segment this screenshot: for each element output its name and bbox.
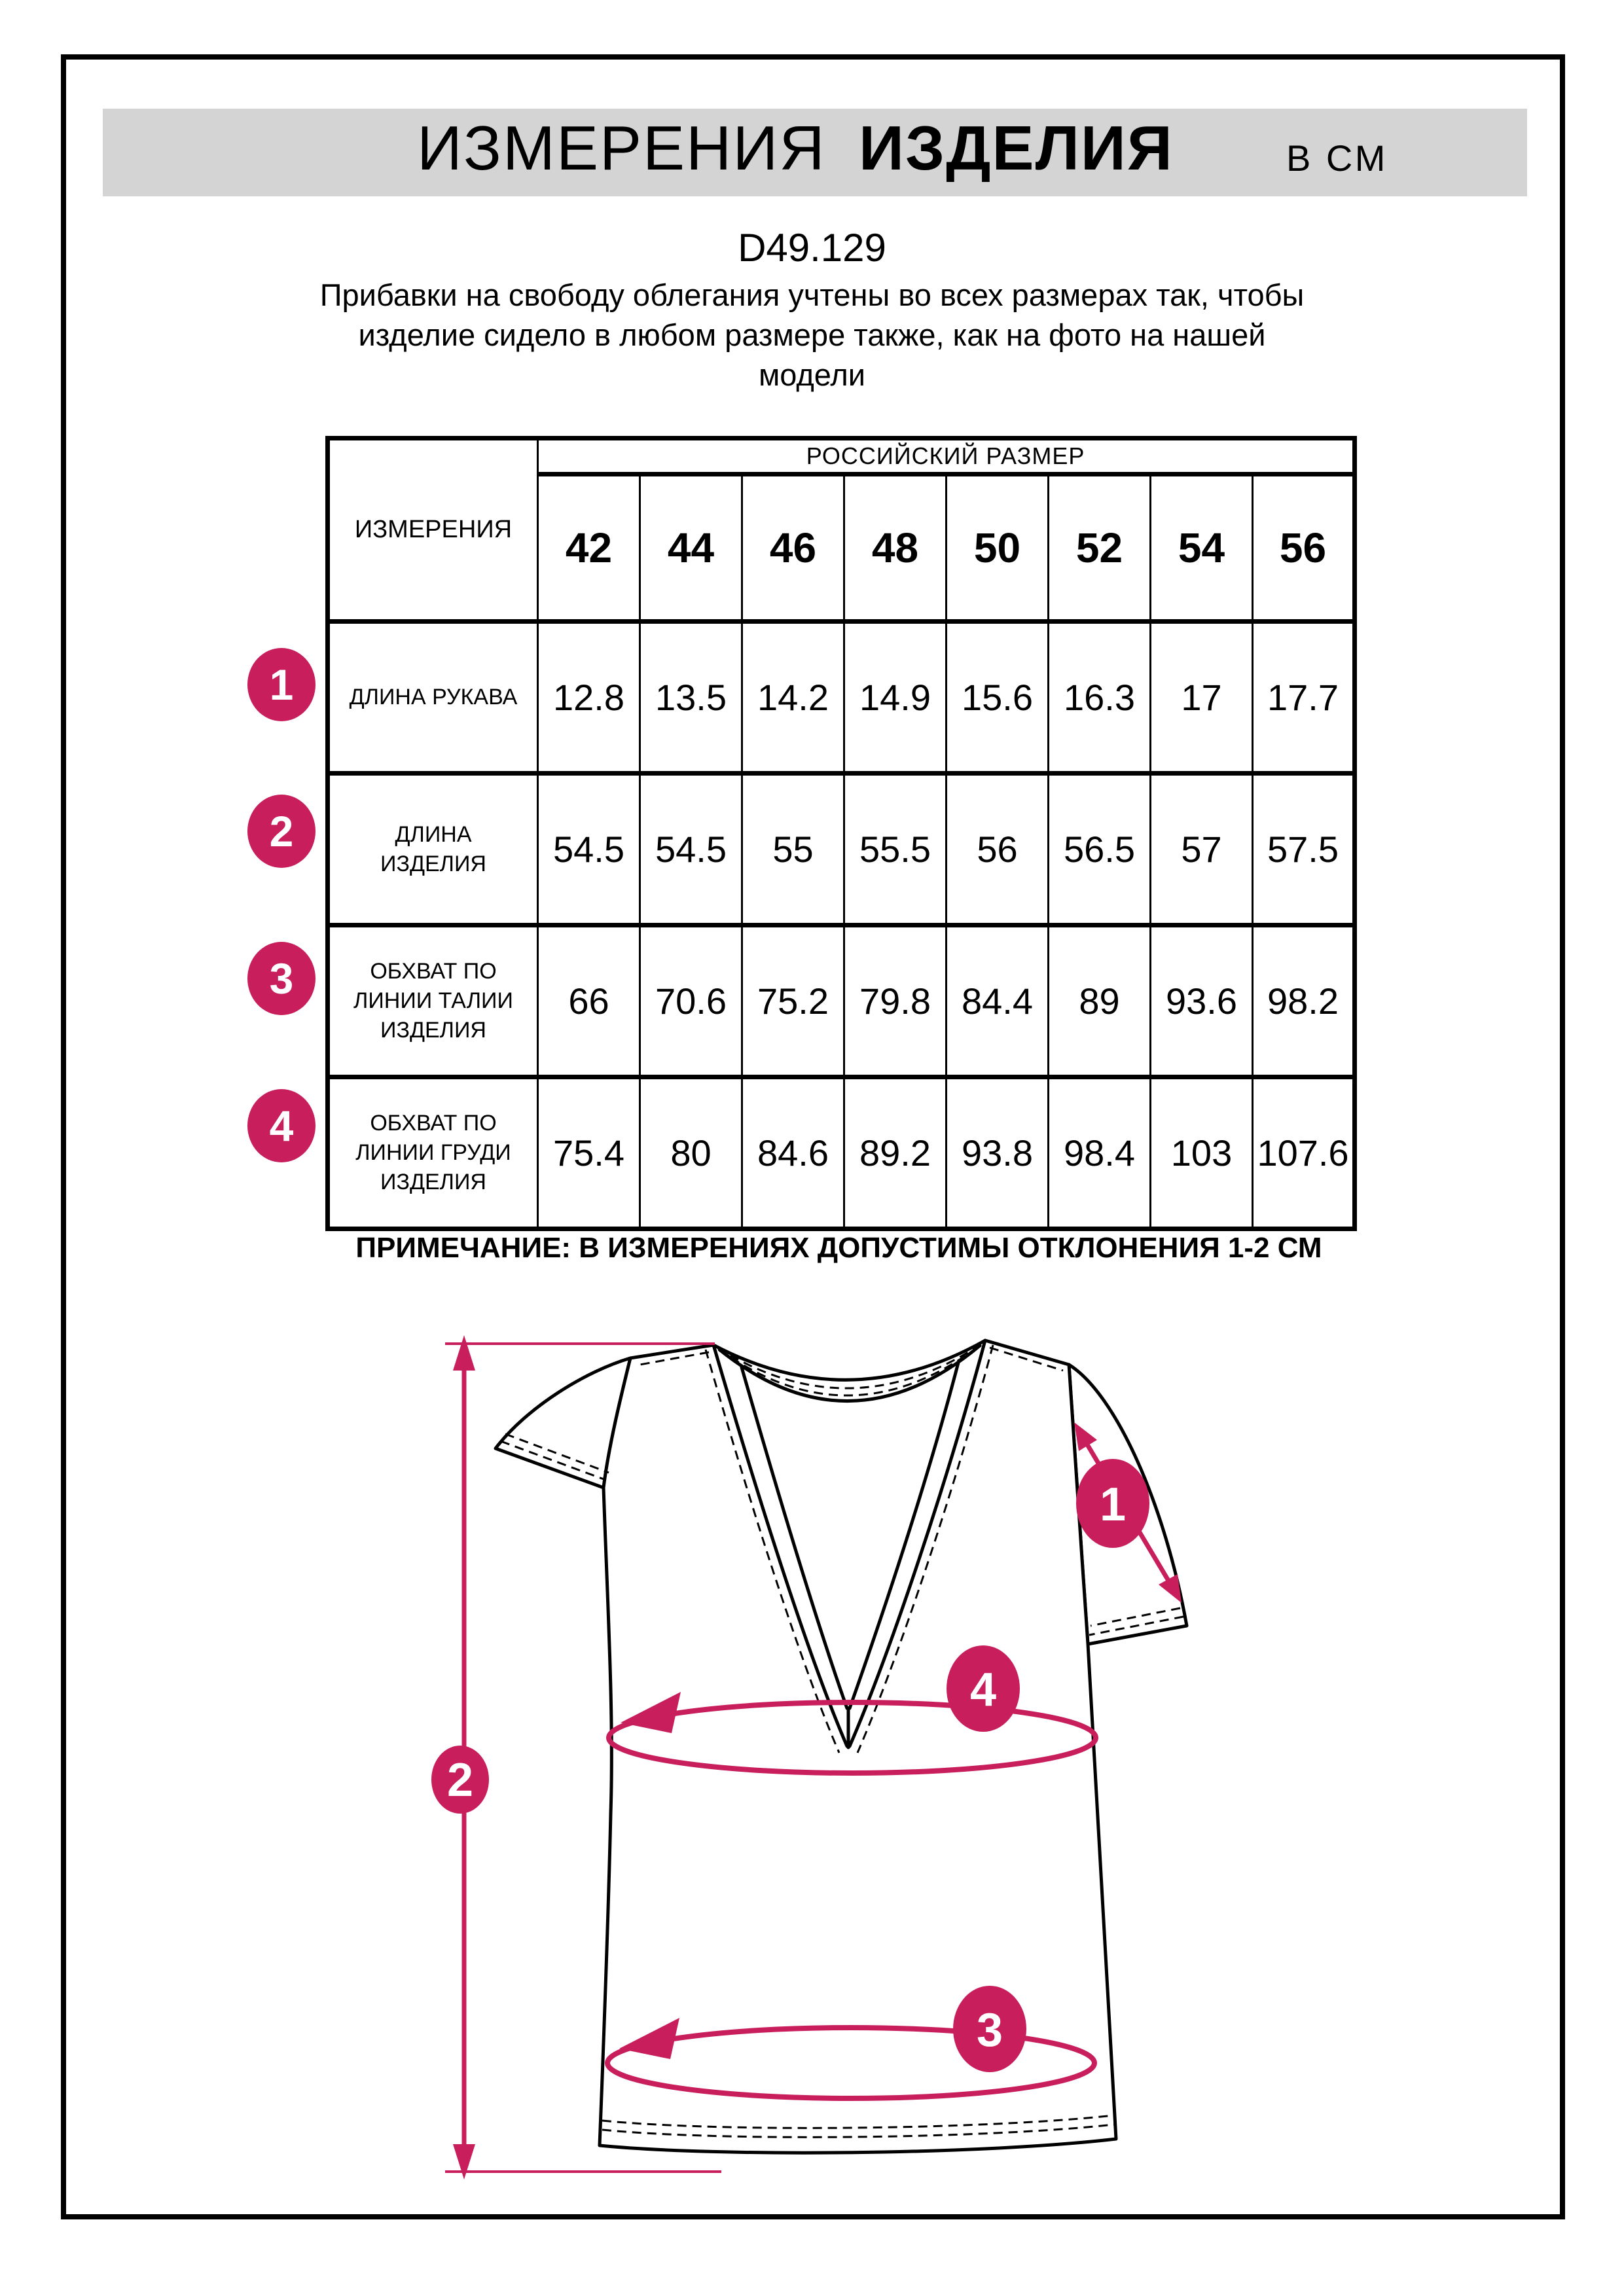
row-label: ОБХВАТ ПО ЛИНИИ ТАЛИИ ИЗДЕЛИЯ [328,925,538,1077]
row-label: ДЛИНА ИЗДЕЛИЯ [328,774,538,925]
measurement-value: 66 [538,925,640,1077]
row-number-badge: 4 [247,1089,316,1162]
title-unit: В СМ [1286,137,1388,179]
measurement-value: 16.3 [1049,622,1151,774]
title-band [103,109,1527,196]
measurement-value: 103 [1151,1077,1253,1229]
measurement-value: 98.2 [1253,925,1355,1077]
svg-text:4: 4 [969,1664,997,1716]
measurement-value: 56.5 [1049,774,1151,925]
marker-garment-length [431,1746,489,1814]
measurement-value: 15.6 [947,622,1049,774]
measurement-value: 84.6 [742,1077,844,1229]
measurement-value: 54.5 [538,774,640,925]
fit-description-line: изделие сидело в любом размере также, как на фото на нашей [358,317,1266,352]
measurement-value: 75.2 [742,925,844,1077]
svg-text:3: 3 [976,2004,1003,2056]
table-row [328,622,1355,774]
marker-chest [947,1645,1020,1732]
measurement-value: 17.7 [1253,622,1355,774]
svg-text:1: 1 [1099,1479,1127,1531]
marker-waist [953,1986,1026,2072]
measurement-value: 17 [1151,622,1253,774]
row-label: ОБХВАТ ПО ЛИНИИ ГРУДИ ИЗДЕЛИЯ [328,1077,538,1229]
measurement-value: 14.9 [844,622,947,774]
row-number-badge: 1 [247,648,316,721]
measurement-value: 98.4 [1049,1077,1151,1229]
table-row [328,925,1355,1077]
title-measure: ИЗМЕРЕНИЯ [417,113,826,183]
measurement-value: 79.8 [844,925,947,1077]
length-arrow-top-head [453,1335,475,1371]
tolerance-note: ПРИМЕЧАНИЕ: В ИЗМЕРЕНИЯХ ДОПУСТИМЫ ОТКЛОНЕНИЯ 1-2 СМ [355,1232,1322,1264]
measurement-value: 54.5 [640,774,742,925]
measurement-value: 13.5 [640,622,742,774]
measurement-value: 70.6 [640,925,742,1077]
marker-sleeve-length [1076,1459,1149,1548]
measurement-value: 89 [1049,925,1151,1077]
row-number-badge: 2 [247,795,316,868]
measurements-table [325,436,1357,1231]
measurement-value: 107.6 [1253,1077,1355,1229]
row-label: ДЛИНА РУКАВА [328,622,538,774]
product-code: D49.129 [738,226,886,270]
measurement-value: 57.5 [1253,774,1355,925]
fit-description-line: Прибавки на свободу облегания учтены во всех размерах так, чтобы [319,278,1305,312]
length-arrow-bottom-head [453,2144,475,2179]
size-header: РОССИЙСКИЙ РАЗМЕР [538,439,1355,475]
measurement-value: 55.5 [844,774,947,925]
table-row [328,774,1355,925]
measurement-value: 57 [1151,774,1253,925]
measurement-value: 75.4 [538,1077,640,1229]
size-column-header: 52 [1049,475,1151,622]
measurement-value: 84.4 [947,925,1049,1077]
measurement-value: 93.6 [1151,925,1253,1077]
measurement-value: 55 [742,774,844,925]
table-corner-label: ИЗМЕРЕНИЯ [328,439,538,622]
fit-description [0,275,1624,395]
fit-description-line: модели [758,357,866,392]
size-column-header: 44 [640,475,742,622]
size-column-header: 56 [1253,475,1355,622]
measurement-value: 93.8 [947,1077,1049,1229]
svg-text:2: 2 [446,1754,474,1806]
table-row [328,1077,1355,1229]
size-column-header: 46 [742,475,844,622]
row-number-badge: 3 [247,942,316,1015]
tshirt-body [600,1340,1116,2153]
size-column-header: 48 [844,475,947,622]
measurement-value: 80 [640,1077,742,1229]
size-column-header: 50 [947,475,1049,622]
size-column-header: 42 [538,475,640,622]
title-product: ИЗДЕЛИЯ [859,113,1174,183]
size-column-header: 54 [1151,475,1253,622]
measurement-value: 14.2 [742,622,844,774]
measurement-value: 12.8 [538,622,640,774]
measurement-value: 56 [947,774,1049,925]
garment-diagram [393,1329,1244,2193]
measurement-value: 89.2 [844,1077,947,1229]
